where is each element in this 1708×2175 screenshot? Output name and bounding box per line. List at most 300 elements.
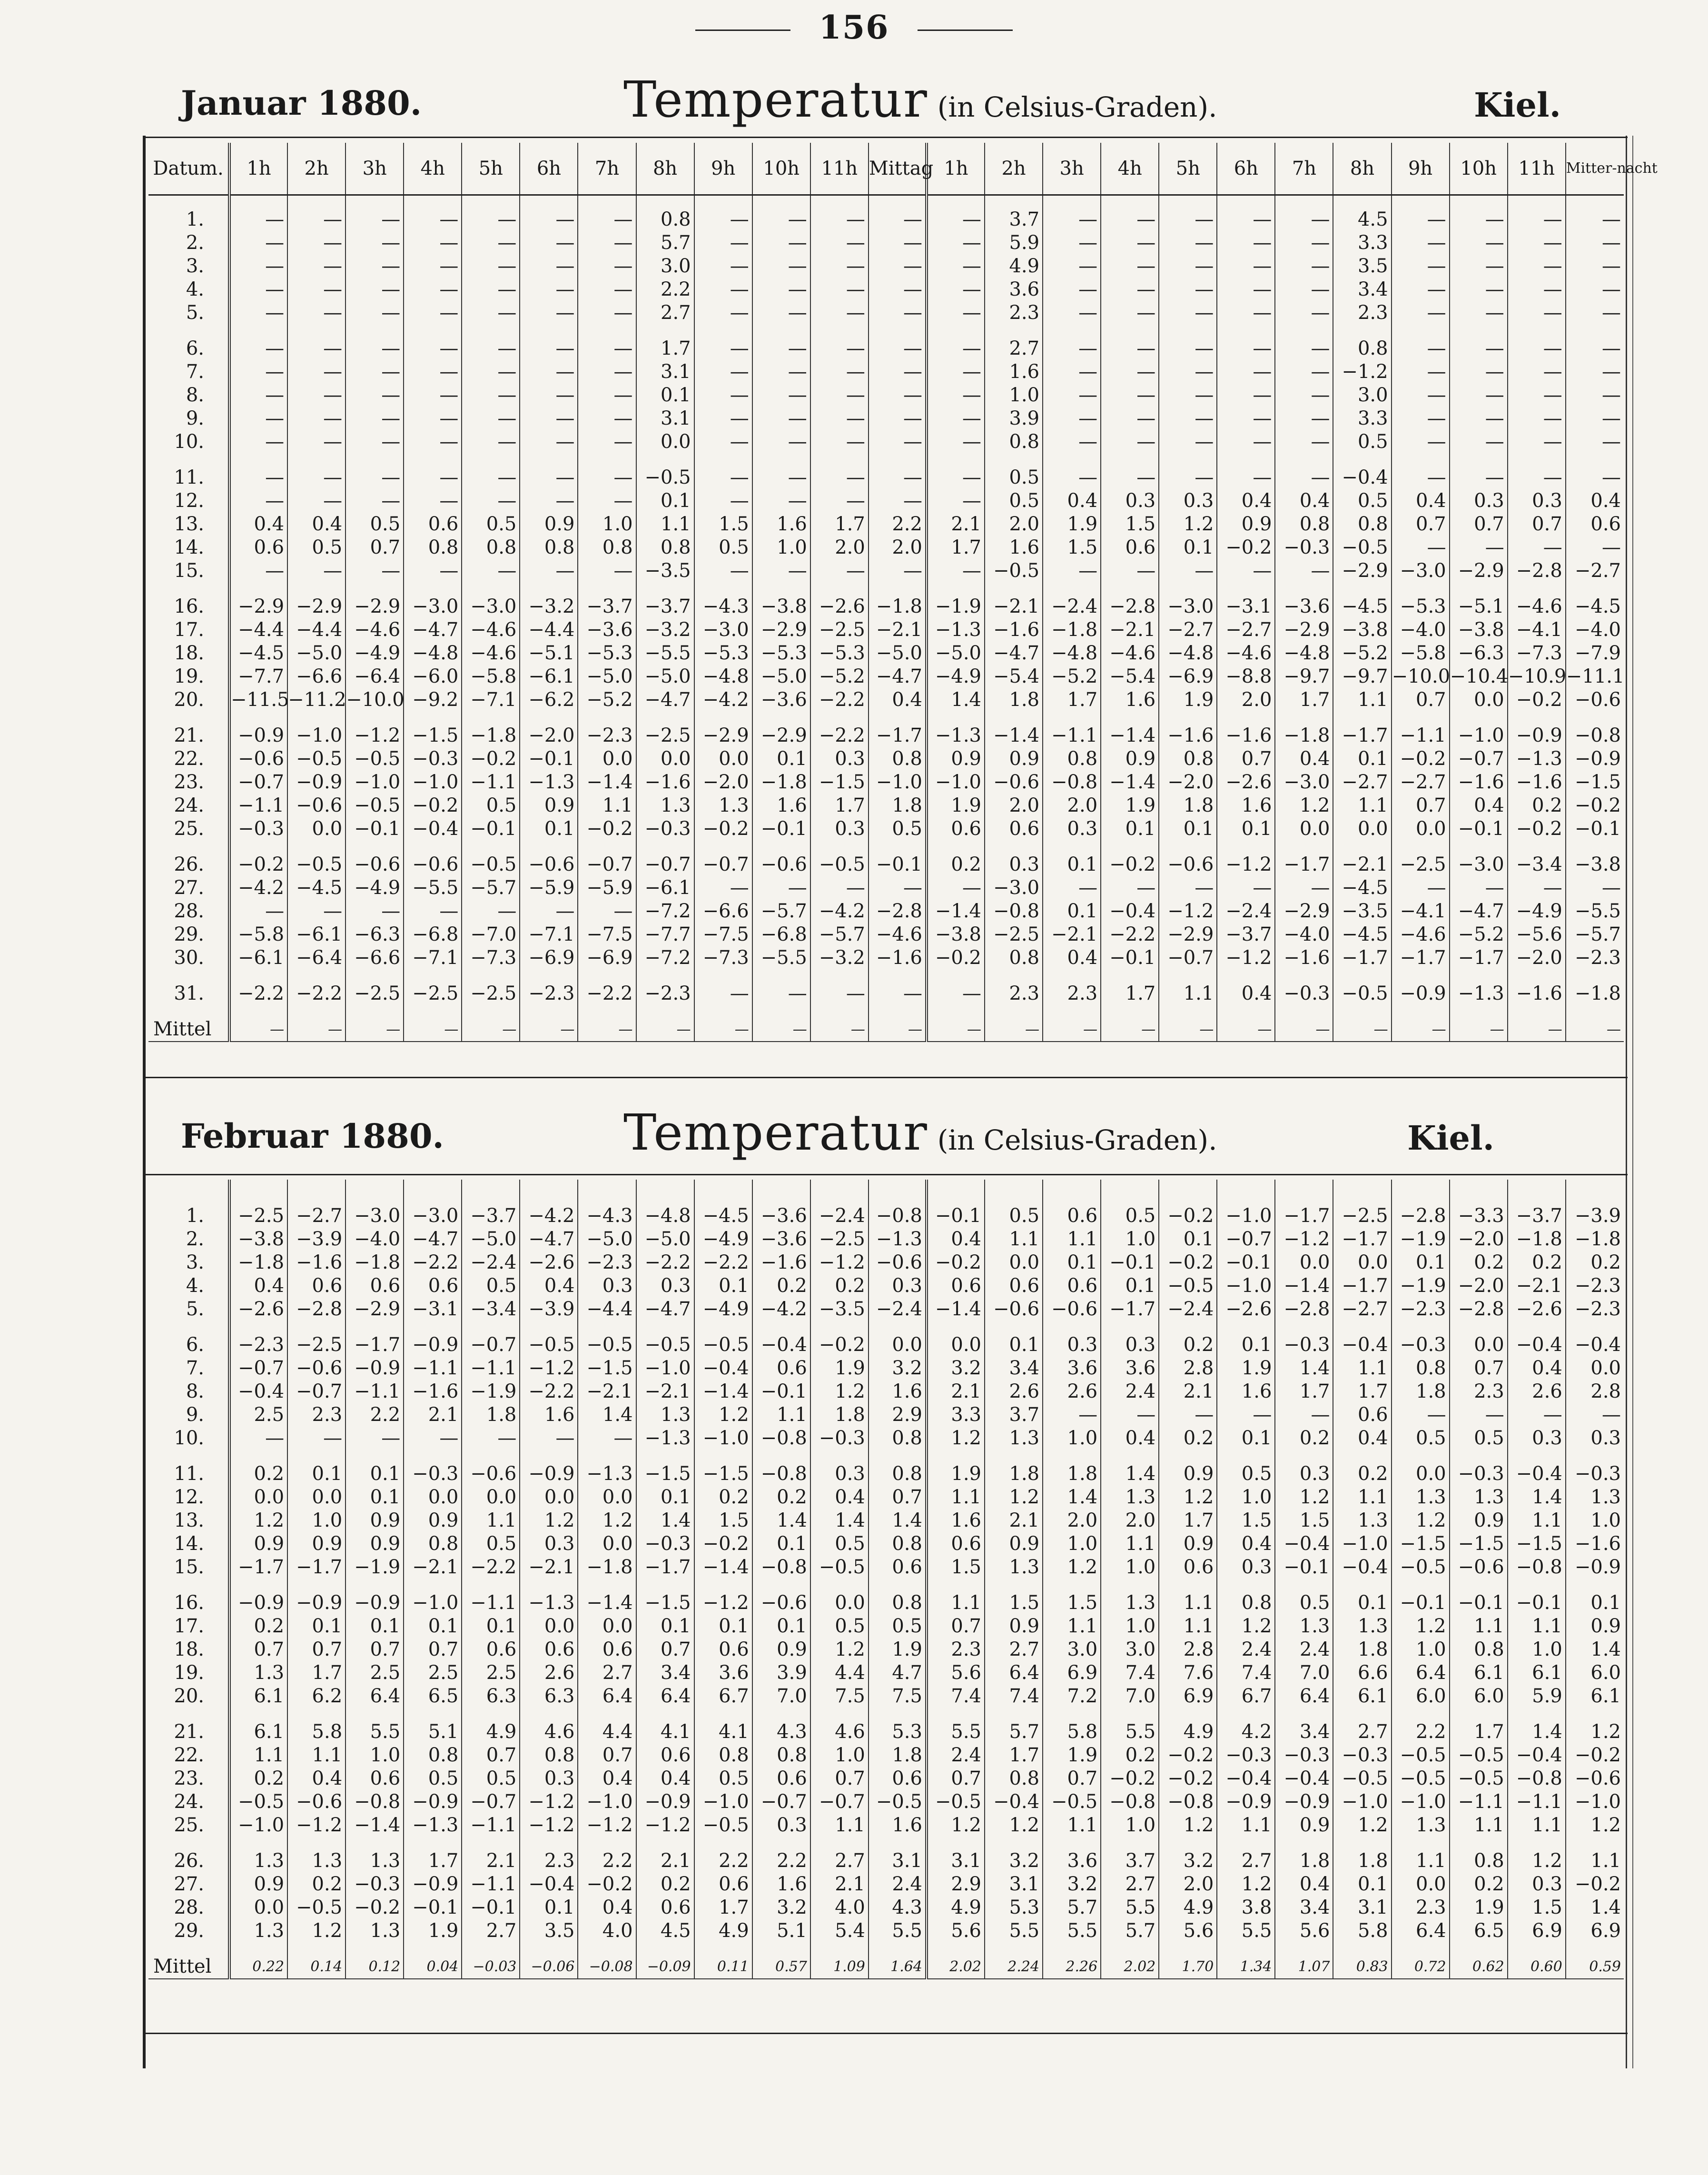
temperature-cell: 1.9 (810, 1357, 869, 1380)
temperature-cell: 0.4 (229, 513, 287, 536)
temperature-cell: — (1159, 337, 1217, 360)
temperature-cell: 0.0 (287, 817, 346, 841)
temperature-cell: −5.3 (810, 642, 869, 665)
temperature-cell: −1.1 (1392, 724, 1450, 747)
temperature-cell: −4.3 (694, 595, 752, 618)
mittel-cell: 0.04 (404, 1955, 462, 1979)
temperature-cell: −0.5 (229, 1790, 287, 1814)
spacer-cell (404, 1837, 462, 1849)
temperature-cell: −1.1 (1508, 1790, 1566, 1814)
temperature-cell: — (1450, 430, 1508, 454)
spacer-cell (636, 454, 694, 466)
temperature-cell: — (404, 900, 462, 923)
spacer-cell (462, 1450, 520, 1462)
temperature-cell: — (1508, 278, 1566, 301)
spacer-cell (1043, 1192, 1101, 1204)
spacer-cell (636, 1450, 694, 1462)
temperature-cell: — (287, 559, 346, 583)
temperature-cell: — (1275, 231, 1333, 255)
temperature-cell: 0.9 (287, 1532, 346, 1556)
spacer-cell (1450, 712, 1508, 724)
temperature-cell: — (1101, 208, 1159, 231)
spacer-cell (287, 325, 346, 337)
spacer-cell (287, 1321, 346, 1333)
temperature-cell: — (1101, 337, 1159, 360)
spacer-cell (520, 841, 578, 853)
temperature-cell: — (869, 278, 927, 301)
temperature-cell: −5.1 (1450, 595, 1508, 618)
temperature-cell: — (1217, 278, 1275, 301)
temperature-cell: −2.4 (1159, 1298, 1217, 1321)
temperature-cell: 1.2 (1217, 1615, 1275, 1638)
temperature-cell: −1.1 (229, 794, 287, 817)
temperature-cell: −6.1 (287, 923, 346, 946)
spacer-cell (287, 1943, 346, 1955)
temperature-cell: — (1275, 301, 1333, 325)
temperature-cell: — (1392, 1403, 1450, 1427)
temperature-cell: −2.2 (462, 1556, 520, 1579)
spacer-cell (1333, 325, 1391, 337)
temperature-cell: 4.6 (810, 1720, 869, 1744)
temperature-cell: — (404, 337, 462, 360)
spacer-cell (1566, 1005, 1624, 1018)
spacer-cell (578, 1837, 636, 1849)
spacer-cell (1508, 712, 1566, 724)
mittel-cell: 2.02 (927, 1955, 985, 1979)
temperature-cell: −4.7 (636, 1298, 694, 1321)
temperature-cell: −0.5 (346, 794, 404, 817)
month-title: Februar 1880. (181, 1116, 444, 1156)
spacer-cell (927, 1708, 985, 1720)
temperature-cell: 0.0 (229, 1896, 287, 1919)
mittel-label: Mittel (148, 1018, 229, 1042)
temperature-cell: −0.4 (985, 1790, 1043, 1814)
temperature-cell: −1.4 (578, 771, 636, 794)
temperature-cell: 2.4 (1217, 1638, 1275, 1661)
february-temperature-table (148, 1180, 1624, 1979)
temperature-cell: — (1275, 255, 1333, 278)
spacer-cell (1392, 583, 1450, 595)
temperature-cell: 0.6 (869, 1556, 927, 1579)
spacer-cell (229, 1837, 287, 1849)
mittel-cell: — (869, 1018, 927, 1042)
spacer-cell (229, 1579, 287, 1591)
temperature-cell: — (1508, 536, 1566, 559)
spacer-cell (1159, 712, 1217, 724)
temperature-cell: — (1101, 407, 1159, 430)
mittel-cell: 0.72 (1392, 1955, 1450, 1979)
spacer-cell (1043, 1180, 1101, 1192)
temperature-cell: 0.7 (1217, 747, 1275, 771)
spacer-cell (287, 1005, 346, 1018)
temperature-cell: 0.3 (1217, 1556, 1275, 1579)
temperature-cell: −1.1 (462, 771, 520, 794)
temperature-cell: 0.1 (1043, 900, 1101, 923)
temperature-cell: −0.3 (1275, 1333, 1333, 1357)
temperature-cell: −1.7 (229, 1556, 287, 1579)
temperature-cell: −2.5 (810, 618, 869, 642)
temperature-cell: 0.5 (1333, 489, 1391, 513)
temperature-cell: −0.6 (985, 1298, 1043, 1321)
temperature-cell: 0.1 (1101, 1274, 1159, 1298)
temperature-cell: −0.7 (462, 1790, 520, 1814)
temperature-cell: 0.0 (985, 1251, 1043, 1274)
spacer-cell (462, 1708, 520, 1720)
temperature-cell: — (1217, 1403, 1275, 1427)
temperature-cell: −4.1 (1392, 900, 1450, 923)
temperature-cell: 0.3 (985, 853, 1043, 876)
temperature-cell: −1.2 (578, 1814, 636, 1837)
spacer-cell (1333, 970, 1391, 982)
spacer-cell (1508, 1192, 1566, 1204)
temperature-cell: — (346, 337, 404, 360)
temperature-cell: 3.1 (985, 1873, 1043, 1896)
temperature-cell: — (1217, 208, 1275, 231)
temperature-cell: — (462, 360, 520, 384)
temperature-cell: −0.5 (985, 559, 1043, 583)
table-row (148, 513, 1624, 536)
temperature-cell: −0.1 (752, 1380, 810, 1403)
date-cell: 7. (148, 360, 229, 384)
temperature-cell: −0.6 (1450, 1556, 1508, 1579)
temperature-cell: — (810, 407, 869, 430)
temperature-cell: — (1450, 384, 1508, 407)
temperature-cell: 1.2 (810, 1380, 869, 1403)
temperature-cell: 1.1 (1508, 1509, 1566, 1532)
temperature-cell: — (520, 208, 578, 231)
temperature-cell: — (927, 208, 985, 231)
table-row (148, 946, 1624, 970)
temperature-cell: −7.2 (636, 900, 694, 923)
temperature-cell: −2.8 (1450, 1298, 1508, 1321)
temperature-cell: 5.5 (1101, 1720, 1159, 1744)
temperature-cell: −1.0 (229, 1814, 287, 1837)
temperature-cell: — (346, 489, 404, 513)
table-row (148, 1403, 1624, 1427)
spacer-cell (752, 1837, 810, 1849)
temperature-cell: 0.5 (1450, 1427, 1508, 1450)
spacer-cell (1101, 583, 1159, 595)
temperature-cell: −5.8 (1392, 642, 1450, 665)
temperature-cell: 1.7 (636, 337, 694, 360)
temperature-cell: −0.6 (869, 1251, 927, 1274)
temperature-cell: −5.0 (927, 642, 985, 665)
temperature-cell: −5.5 (636, 642, 694, 665)
temperature-cell: 1.0 (1508, 1638, 1566, 1661)
temperature-cell: 3.4 (1333, 278, 1391, 301)
temperature-cell: −2.2 (1101, 923, 1159, 946)
temperature-cell: 1.3 (346, 1919, 404, 1943)
temperature-cell: — (1217, 337, 1275, 360)
temperature-cell: −0.2 (578, 1873, 636, 1896)
temperature-cell: 2.0 (1101, 1509, 1159, 1532)
date-cell: 12. (148, 489, 229, 513)
temperature-cell: −0.1 (927, 1204, 985, 1228)
spacer-cell (810, 1943, 869, 1955)
temperature-cell: −2.2 (810, 724, 869, 747)
temperature-cell: −1.4 (1101, 724, 1159, 747)
temperature-cell: 3.2 (927, 1357, 985, 1380)
temperature-cell: — (1450, 466, 1508, 489)
spacer-cell (694, 195, 752, 209)
temperature-cell: — (462, 337, 520, 360)
spacer-cell (694, 1837, 752, 1849)
table-row (148, 1357, 1624, 1380)
temperature-cell: 1.0 (752, 536, 810, 559)
temperature-cell: 2.2 (578, 1849, 636, 1873)
spacer-cell (694, 1450, 752, 1462)
column-header-hour: 11h (1508, 143, 1566, 195)
date-cell: 27. (148, 876, 229, 900)
column-header-hour: Mittag (869, 143, 927, 195)
temperature-cell: 6.9 (1566, 1919, 1624, 1943)
temperature-cell: −2.2 (636, 1251, 694, 1274)
table-row (148, 1486, 1624, 1509)
temperature-cell: 1.2 (1159, 513, 1217, 536)
temperature-cell: −2.5 (287, 1333, 346, 1357)
temperature-cell: — (1566, 360, 1624, 384)
temperature-cell: 0.7 (1043, 1767, 1101, 1790)
temperature-cell: 1.1 (1333, 1486, 1391, 1509)
temperature-cell: −2.8 (1508, 559, 1566, 583)
temperature-cell: 0.0 (1275, 817, 1333, 841)
temperature-cell: — (346, 900, 404, 923)
temperature-cell: 1.2 (985, 1814, 1043, 1837)
temperature-cell: 0.5 (985, 466, 1043, 489)
temperature-cell: — (229, 900, 287, 923)
temperature-cell: — (229, 430, 287, 454)
spacer-cell (1217, 1180, 1275, 1192)
temperature-cell: — (1043, 208, 1101, 231)
mittel-cell: — (520, 1018, 578, 1042)
temperature-cell: 3.6 (985, 278, 1043, 301)
mittel-cell: — (1566, 1018, 1624, 1042)
temperature-cell: — (694, 231, 752, 255)
temperature-cell: 0.3 (1275, 1462, 1333, 1486)
temperature-cell: — (1101, 278, 1159, 301)
mittel-label: Mittel (148, 1955, 229, 1979)
temperature-cell: 5.8 (287, 1720, 346, 1744)
temperature-cell: 1.1 (1217, 1814, 1275, 1837)
spacer-cell (404, 1579, 462, 1591)
mittel-cell: −0.06 (520, 1955, 578, 1979)
temperature-cell: −4.9 (346, 642, 404, 665)
temperature-cell: — (462, 231, 520, 255)
spacer-cell (346, 1837, 404, 1849)
temperature-cell: −0.5 (869, 1790, 927, 1814)
temperature-cell: 1.2 (1392, 1615, 1450, 1638)
spacer-cell (578, 1450, 636, 1462)
temperature-cell: 0.7 (578, 1744, 636, 1767)
temperature-cell: 0.2 (1508, 1251, 1566, 1274)
spacer-row (148, 1837, 1624, 1849)
temperature-cell: 0.1 (1333, 747, 1391, 771)
temperature-cell: 2.1 (404, 1403, 462, 1427)
temperature-cell: −0.3 (1392, 1333, 1450, 1357)
temperature-cell: 0.1 (636, 489, 694, 513)
temperature-cell: −1.7 (1333, 1228, 1391, 1251)
spacer-cell (1101, 1450, 1159, 1462)
temperature-cell: 1.7 (287, 1661, 346, 1685)
spacer-cell (1392, 325, 1450, 337)
temperature-cell: 0.8 (1159, 747, 1217, 771)
spacer-cell (462, 970, 520, 982)
temperature-cell: −1.3 (1508, 747, 1566, 771)
temperature-cell: — (1275, 278, 1333, 301)
temperature-cell: 5.5 (1101, 1896, 1159, 1919)
table-row (148, 1638, 1624, 1661)
temperature-cell: 1.7 (1101, 982, 1159, 1005)
spacer-cell (1159, 1708, 1217, 1720)
temperature-cell: — (346, 255, 404, 278)
temperature-cell: −2.2 (520, 1380, 578, 1403)
temperature-cell: 0.3 (810, 747, 869, 771)
spacer-cell (1508, 454, 1566, 466)
spacer-cell (1566, 712, 1624, 724)
temperature-cell: −0.1 (520, 747, 578, 771)
temperature-cell: −1.7 (1275, 1204, 1333, 1228)
temperature-cell: 1.1 (1508, 1615, 1566, 1638)
temperature-cell: 1.4 (1043, 1486, 1101, 1509)
temperature-cell: — (1566, 301, 1624, 325)
spacer-cell (1217, 841, 1275, 853)
spacer-cell (1566, 454, 1624, 466)
temperature-cell: −0.9 (404, 1790, 462, 1814)
mittel-cell: — (462, 1018, 520, 1042)
temperature-cell: −4.7 (985, 642, 1043, 665)
temperature-cell: −1.7 (1333, 946, 1391, 970)
temperature-cell: 0.2 (1450, 1873, 1508, 1896)
temperature-cell: −0.8 (1508, 1556, 1566, 1579)
temperature-cell: −3.8 (1566, 853, 1624, 876)
title-text: Temperatur (623, 70, 928, 129)
spacer-cell (462, 1192, 520, 1204)
spacer-cell (1275, 1579, 1333, 1591)
temperature-cell: 1.2 (1392, 1509, 1450, 1532)
temperature-cell: 1.1 (927, 1591, 985, 1615)
spacer-cell (1508, 1450, 1566, 1462)
temperature-cell: −3.6 (752, 1204, 810, 1228)
temperature-cell: — (869, 337, 927, 360)
temperature-cell: — (1508, 255, 1566, 278)
temperature-cell: — (1043, 231, 1101, 255)
spacer-cell (346, 1321, 404, 1333)
spacer-cell (1101, 841, 1159, 853)
temperature-cell: −4.2 (810, 900, 869, 923)
spacer-cell (229, 712, 287, 724)
temperature-cell: −2.5 (636, 724, 694, 747)
mittel-cell: 1.34 (1217, 1955, 1275, 1979)
temperature-cell: −5.2 (578, 688, 636, 712)
temperature-cell: −0.6 (287, 794, 346, 817)
temperature-cell: — (1217, 430, 1275, 454)
page-number-text: 156 (819, 9, 889, 47)
temperature-cell: — (578, 900, 636, 923)
temperature-cell: −0.9 (404, 1873, 462, 1896)
temperature-cell: −2.9 (752, 724, 810, 747)
temperature-cell: −0.4 (1275, 1532, 1333, 1556)
date-cell: 3. (148, 255, 229, 278)
temperature-cell: 0.7 (229, 1638, 287, 1661)
temperature-cell: — (694, 337, 752, 360)
temperature-cell: −2.3 (229, 1333, 287, 1357)
temperature-cell: 0.4 (1101, 1427, 1159, 1450)
temperature-cell: −5.4 (1101, 665, 1159, 688)
temperature-cell: — (694, 255, 752, 278)
temperature-cell: 0.5 (462, 1767, 520, 1790)
temperature-cell: −2.4 (869, 1298, 927, 1321)
mittel-cell: 0.83 (1333, 1955, 1391, 1979)
spacer-cell (1450, 1708, 1508, 1720)
temperature-cell: 0.6 (346, 1767, 404, 1790)
temperature-cell: — (1043, 301, 1101, 325)
table-row (148, 595, 1624, 618)
temperature-cell: 3.1 (636, 407, 694, 430)
temperature-cell: 1.2 (985, 1486, 1043, 1509)
spacer-cell (520, 970, 578, 982)
temperature-cell: 3.6 (694, 1661, 752, 1685)
table-row (148, 794, 1624, 817)
temperature-cell: 1.4 (1566, 1896, 1624, 1919)
date-cell: 9. (148, 1403, 229, 1427)
temperature-cell: — (1392, 337, 1450, 360)
spacer-cell (346, 1450, 404, 1462)
temperature-cell: −0.6 (287, 1357, 346, 1380)
spacer-cell (869, 1180, 927, 1192)
spacer-cell (1508, 1180, 1566, 1192)
mittel-cell: 0.57 (752, 1955, 810, 1979)
temperature-cell: −0.1 (1392, 1591, 1450, 1615)
temperature-cell: 1.3 (1392, 1814, 1450, 1837)
spacer-cell (1566, 195, 1624, 209)
spacer-cell (985, 1321, 1043, 1333)
temperature-cell: −4.9 (1508, 900, 1566, 923)
temperature-cell: — (1275, 466, 1333, 489)
temperature-cell: −9.7 (1333, 665, 1391, 688)
table-row (148, 1462, 1624, 1486)
temperature-cell: — (1275, 208, 1333, 231)
spacer-cell (346, 1180, 404, 1192)
temperature-cell: 7.4 (1217, 1661, 1275, 1685)
temperature-cell: — (1101, 360, 1159, 384)
spacer-row (148, 841, 1624, 853)
title-sub: (in Celsius-Graden). (937, 91, 1217, 123)
temperature-cell: 0.7 (1450, 513, 1508, 536)
temperature-cell: 0.8 (869, 747, 927, 771)
temperature-cell: −2.2 (694, 1251, 752, 1274)
temperature-cell: 2.1 (462, 1849, 520, 1873)
spacer-cell (636, 841, 694, 853)
temperature-cell: 0.8 (869, 1532, 927, 1556)
date-cell: 14. (148, 1532, 229, 1556)
temperature-cell: −6.9 (1159, 665, 1217, 688)
temperature-cell: — (1217, 559, 1275, 583)
table-row (148, 771, 1624, 794)
spacer-cell (927, 712, 985, 724)
date-cell: 8. (148, 384, 229, 407)
spacer-cell (1101, 1708, 1159, 1720)
temperature-cell: 1.1 (1566, 1849, 1624, 1873)
date-cell: 11. (148, 466, 229, 489)
temperature-cell: −3.0 (404, 1204, 462, 1228)
temperature-cell: 0.8 (1217, 1591, 1275, 1615)
temperature-cell: 0.8 (1275, 513, 1333, 536)
temperature-cell: −4.4 (287, 618, 346, 642)
temperature-cell: — (927, 337, 985, 360)
temperature-cell: 2.7 (636, 301, 694, 325)
temperature-cell: −4.5 (229, 642, 287, 665)
spacer-cell (985, 583, 1043, 595)
